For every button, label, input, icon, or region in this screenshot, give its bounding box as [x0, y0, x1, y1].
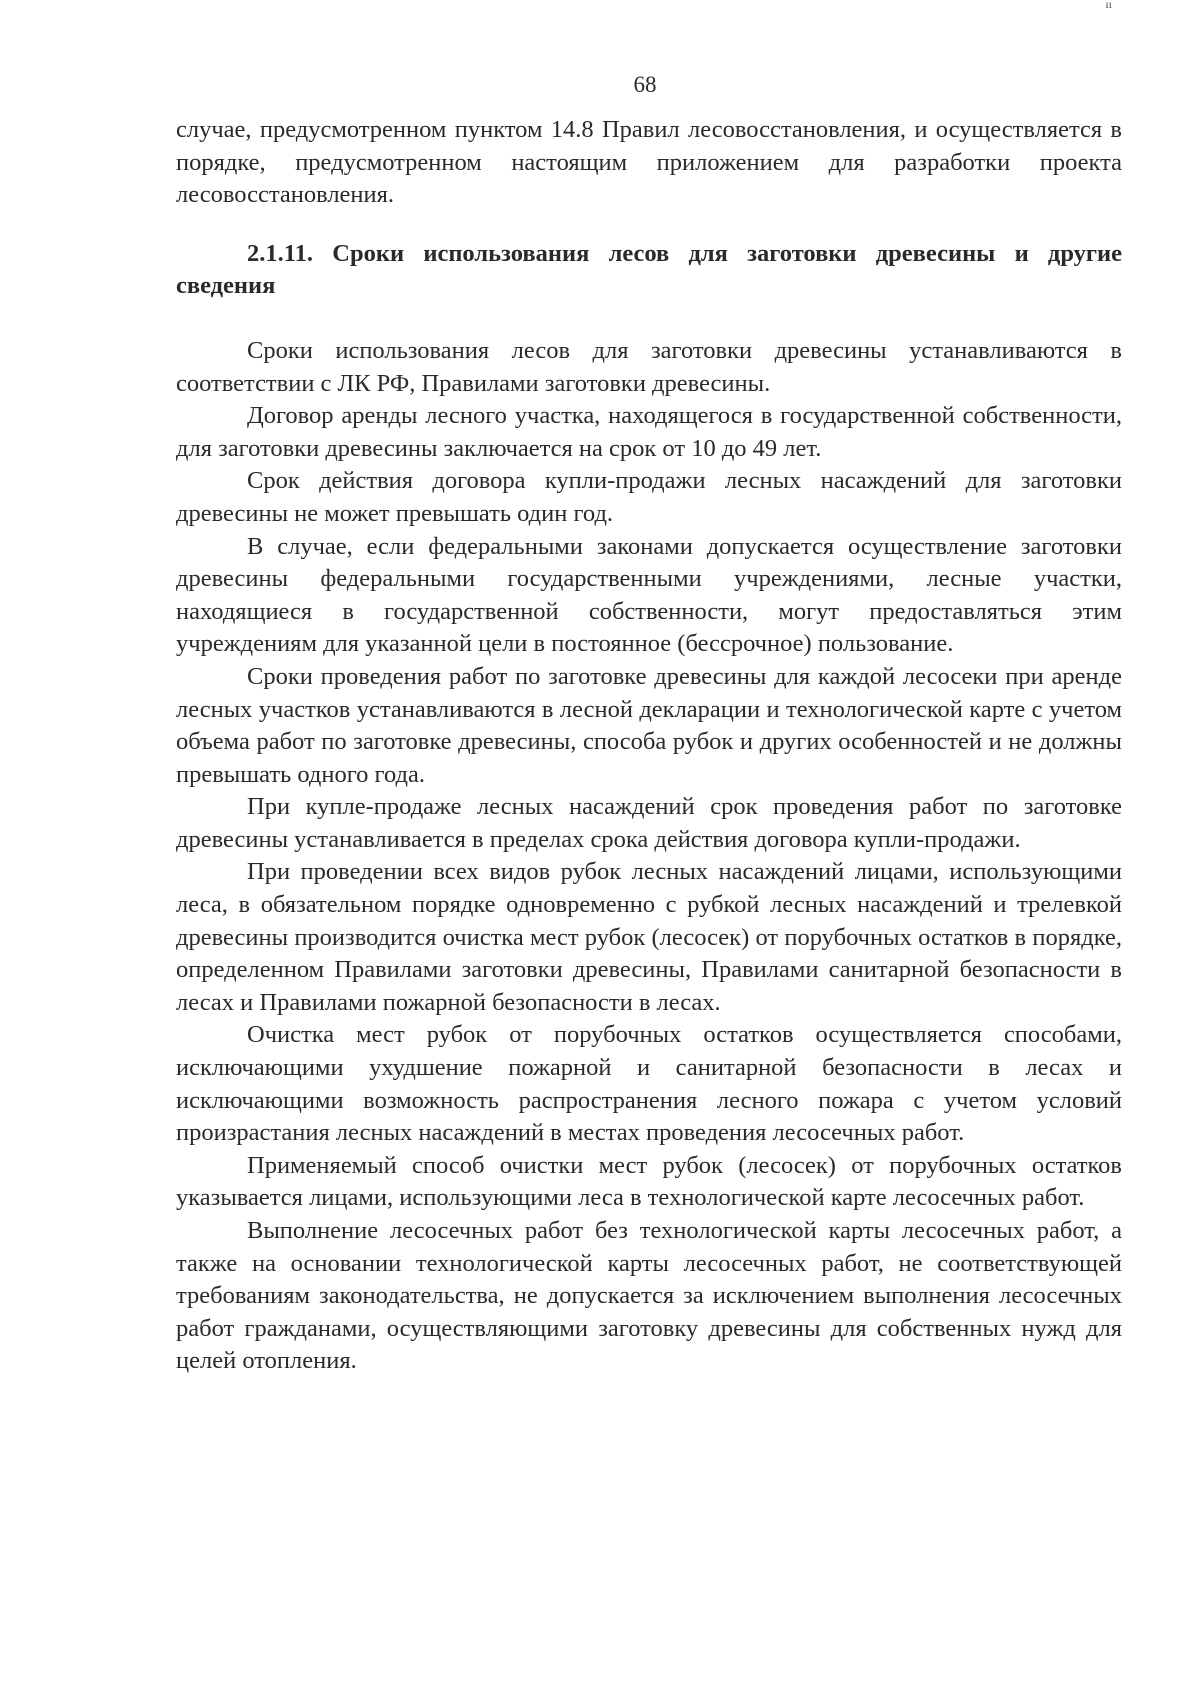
paragraph: В случае, если федеральными законами допускается осуществление заготовки древесины федеральными государственными учреждениями, лесные участки, находящиеся в государственной собственности, могут предоставляться этим учреждениям для указанной цели в постоянное (бессрочное) пользование.	[176, 532, 1122, 658]
document-body	[176, 114, 1122, 1378]
paragraph: При купле-продаже лесных насаждений срок проведения работ по заготовке древесины устанавливается в пределах срока действия договора купли-продажи.	[176, 793, 1122, 853]
paragraph: Срок действия договора купли-продажи лесных насаждений для заготовки древесины не может превышать один год.	[176, 467, 1122, 527]
paragraph: Применяемый способ очистки мест рубок (лесосек) от порубочных остатков указывается лицами, использующими леса в технологической карте лесосечных работ.	[176, 1151, 1122, 1212]
paragraph: При проведении всех видов рубок лесных насаждений лицами, использующими леса, в обязательном порядке одновременно с рубкой лесных насаждений и трелевкой древесины производится очистка мест рубок (лесосек) от порубочных остатков в порядке, определенном Правилами заготовки древесины, Правилами санитарной безопасности в лесах и Правилами пожарной безопасности в лесах.	[176, 858, 1122, 1016]
paragraph: Договор аренды лесного участка, находящегося в государственной собственности, для заготовки древесины заключается на срок от 10 до 49 лет.	[176, 402, 1122, 462]
paragraph: Сроки проведения работ по заготовке древесины для каждой лесосеки при аренде лесных участков устанавливаются в лесной декларации и технологической карте с учетом объема работ по заготовке древесины, способа рубок и других особенностей и не должны превышать одного года.	[176, 662, 1122, 788]
paragraph: Сроки использования лесов для заготовки древесины устанавливаются в соответствии с ЛК РФ, Правилами заготовки древесины.	[176, 336, 1122, 397]
page-number: 68	[633, 72, 657, 97]
section-heading: 2.1.11. Сроки использования лесов для заготовки древесины и другие сведения	[176, 239, 1122, 300]
paragraph-continuation: случае, предусмотренном пунктом 14.8 Правил лесовосстановления, и осуществляется в порядке, предусмотренном настоящим приложением для разработки проекта лесовосстановления.	[176, 116, 1122, 209]
corner-mark: ıı	[1105, 0, 1112, 11]
paragraph: Очистка мест рубок от порубочных остатков осуществляется способами, исключающими ухудшение пожарной и санитарной безопасности в лесах и исключающими возможность распространения лесного пожара с учетом условий произрастания лесных насаждений в местах проведения лесосечных работ.	[176, 1021, 1122, 1147]
paragraph: Выполнение лесосечных работ без технологической карты лесосечных работ, а также на основании технологической карты лесосечных работ, не соответствующей требованиям законодательства, не допускается за исключением выполнения лесосечных работ гражданами, осуществляющими заготовку древесины для собственных нужд для целей отопления.	[176, 1217, 1122, 1375]
